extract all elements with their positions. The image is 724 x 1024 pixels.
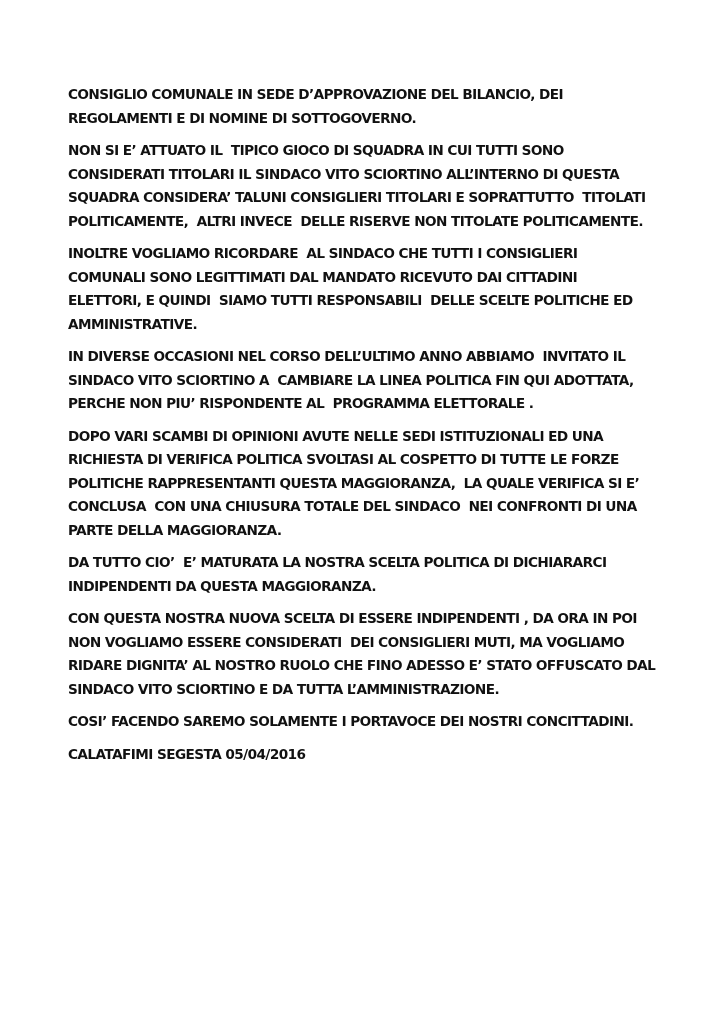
paragraph-verification: DOPO VARI SCAMBI DI OPINIONI AVUTE NELLE SEDI ISTITUZIONALI ED UNA RICHIESTA DI VERIFICA POLITICA SVOLTASI AL COSPETTO DI TUTTE LE FORZE POLITICHE RAPPRESENTANTI QUESTA MAGGIORANZA, LA QUALE VERIFICA SI E’ CONCLUSA CON UNA CHIUSURA TOTALE DEL SINDACO NEI CONFRONTI DI UNA PARTE DELLA MAGGIORANZA. — [68, 428, 640, 539]
paragraph-mandate: INOLTRE VOGLIAMO RICORDARE AL SINDACO CHE TUTTI I CONSIGLIERI COMUNALI SONO LEGITTIMATI DAL MANDATO RICEVUTO DAI CITTADINI ELETTORI, E QUINDI SIAMO TUTTI RESPONSABILI DELLE SCELTE POLITICHE ED AMMINISTRATIVE. — [68, 246, 633, 333]
paragraph-team-play: NON SI E’ ATTUATO IL TIPICO GIOCO DI SQUADRA IN CUI TUTTI SONO CONSIDERATI TITOLARI IL SINDACO VITO SCIORTINO ALL’INTERNO DI QUESTA SQUADRA CONSIDERA’ TALUNI CONSIGLIERI TITOLARI E SOPRATTUTTO TITOLATI POLITICAMENTE, ALTRI INVECE DELLE RISERVE NON TITOLATE POLITICAMENTE. — [68, 143, 646, 230]
signature-place-date: CALATAFIMI SEGESTA 05/04/2016 — [68, 746, 306, 763]
paragraph-independence: DA TUTTO CIO’ E’ MATURATA LA NOSTRA SCELTA POLITICA DI DICHIARARCI INDIPENDENTI DA QUESTA MAGGIORANZA. — [68, 555, 607, 595]
paragraph-intro: CONSIGLIO COMUNALE IN SEDE D’APPROVAZIONE DEL BILANCIO, DEI REGOLAMENTI E DI NOMINE DI SOTTOGOVERNO. — [68, 87, 563, 127]
document-body — [68, 84, 668, 776]
paragraph-dignity: CON QUESTA NOSTRA NUOVA SCELTA DI ESSERE INDIPENDENTI , DA ORA IN POI NON VOGLIAMO ESSERE CONSIDERATI DEI CONSIGLIERI MUTI, MA VOGLIAMO RIDARE DIGNITA’ AL NOSTRO RUOLO CHE FINO ADESSO E’ STATO OFFUSCATO DAL SINDACO VITO SCIORTINO E DA TUTTA L’AMMINISTRAZIONE. — [68, 611, 656, 698]
paragraph-spokespeople: COSI’ FACENDO SAREMO SOLAMENTE I PORTAVOCE DEI NOSTRI CONCITTADINI. — [68, 714, 634, 730]
paragraph-invitation: IN DIVERSE OCCASIONI NEL CORSO DELL’ULTIMO ANNO ABBIAMO INVITATO IL SINDACO VITO SCIORTINO A CAMBIARE LA LINEA POLITICA FIN QUI ADOTTATA, PERCHE NON PIU’ RISPONDENTE AL PROGRAMMA ELETTORALE . — [68, 349, 634, 412]
